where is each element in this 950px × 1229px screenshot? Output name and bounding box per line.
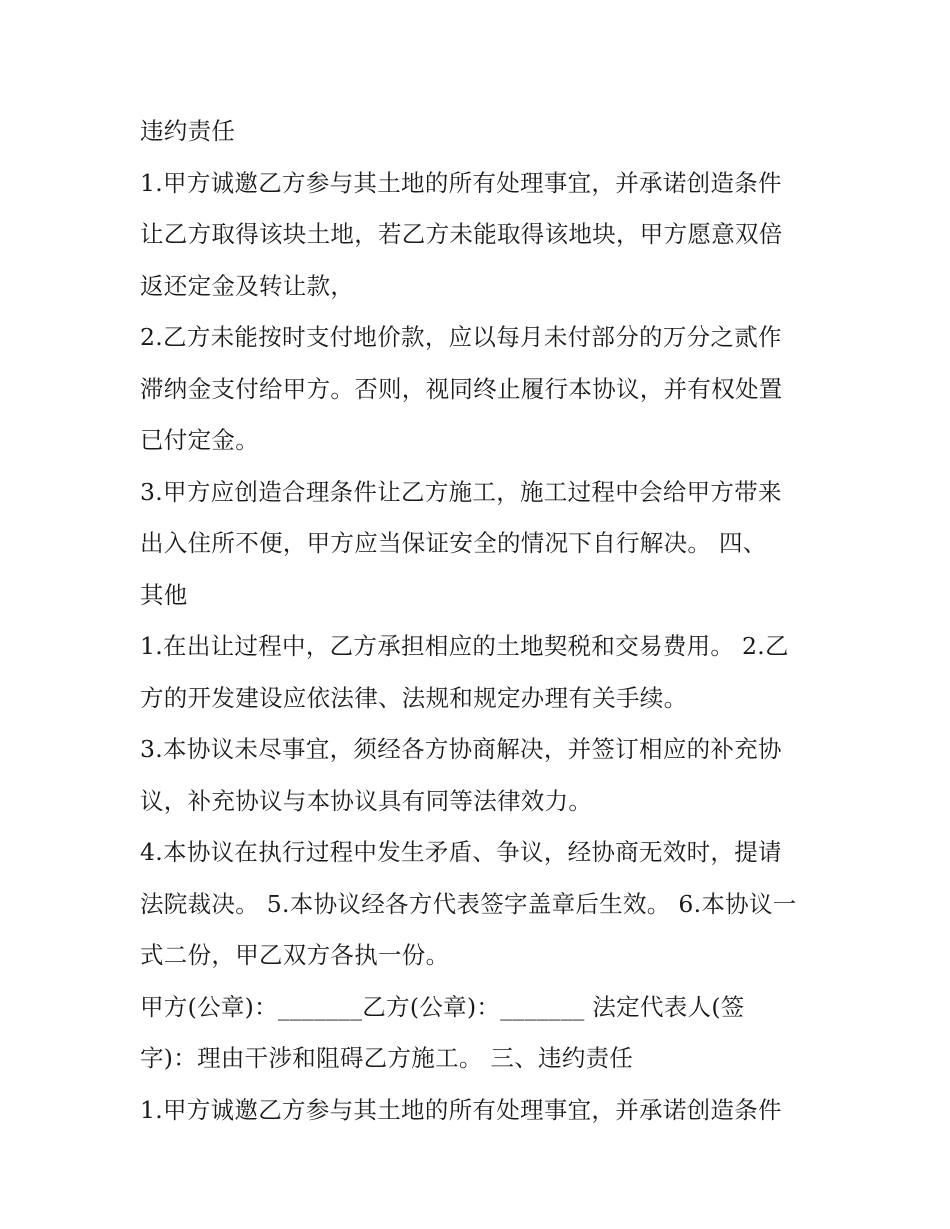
text-line: 1.在出让过程中，乙方承担相应的土地契税和交易费用。 2.乙 (140, 632, 789, 660)
text-line: 4.本协议在执行过程中发生矛盾、争议，经协商无效时，提请 (140, 838, 782, 866)
text-line: 法院裁决。 5.本协议经各方代表签字盖章后生效。 6.本协议一 (140, 889, 797, 918)
text-line: 2.乙方未能按时支付地价款，应以每月未付部分的万分之贰作 (140, 323, 782, 351)
text-line: 返还定金及转让款， (140, 271, 355, 300)
text-line: 出入住所不便，甲方应当保证安全的情况下自行解决。 四、 (140, 529, 767, 557)
text-line: 让乙方取得该块土地，若乙方未能取得该地块，甲方愿意双倍 (140, 220, 783, 248)
text-line: 已付定金。 (140, 426, 259, 454)
text-line: 3.甲方应创造合理条件让乙方施工，施工过程中会给甲方带来 (140, 477, 782, 506)
text-line: 议，补充协议与本协议具有同等法律效力。 (140, 786, 593, 815)
text-line: 字)：理由干涉和阻碍乙方施工。 三、违约责任 (140, 1044, 634, 1072)
text-line: 违约责任 (140, 117, 236, 145)
text-line: 3.本协议未尽事宜，须经各方协商解决，并签订相应的补充协 (140, 735, 782, 763)
text-line: 1.甲方诚邀乙方参与其土地的所有处理事宜，并承诺创造条件 (140, 168, 782, 197)
text-line: 其他 (140, 580, 188, 609)
text-line: 式二份，甲乙双方各执一份。 (140, 941, 450, 969)
text-line: 方的开发建设应依法律、法规和规定办理有关手续。 (140, 683, 688, 712)
text-line: 1.甲方诚邀乙方参与其土地的所有处理事宜，并承诺创造条件 (140, 1095, 782, 1124)
text-line: 滞纳金支付给甲方。否则，视同终止履行本协议，并有权处置 (140, 374, 783, 403)
text-line: 甲方(公章)：_______乙方(公章)：_______ 法定代表人(签 (140, 992, 745, 1021)
contract-text (140, 106, 830, 1136)
